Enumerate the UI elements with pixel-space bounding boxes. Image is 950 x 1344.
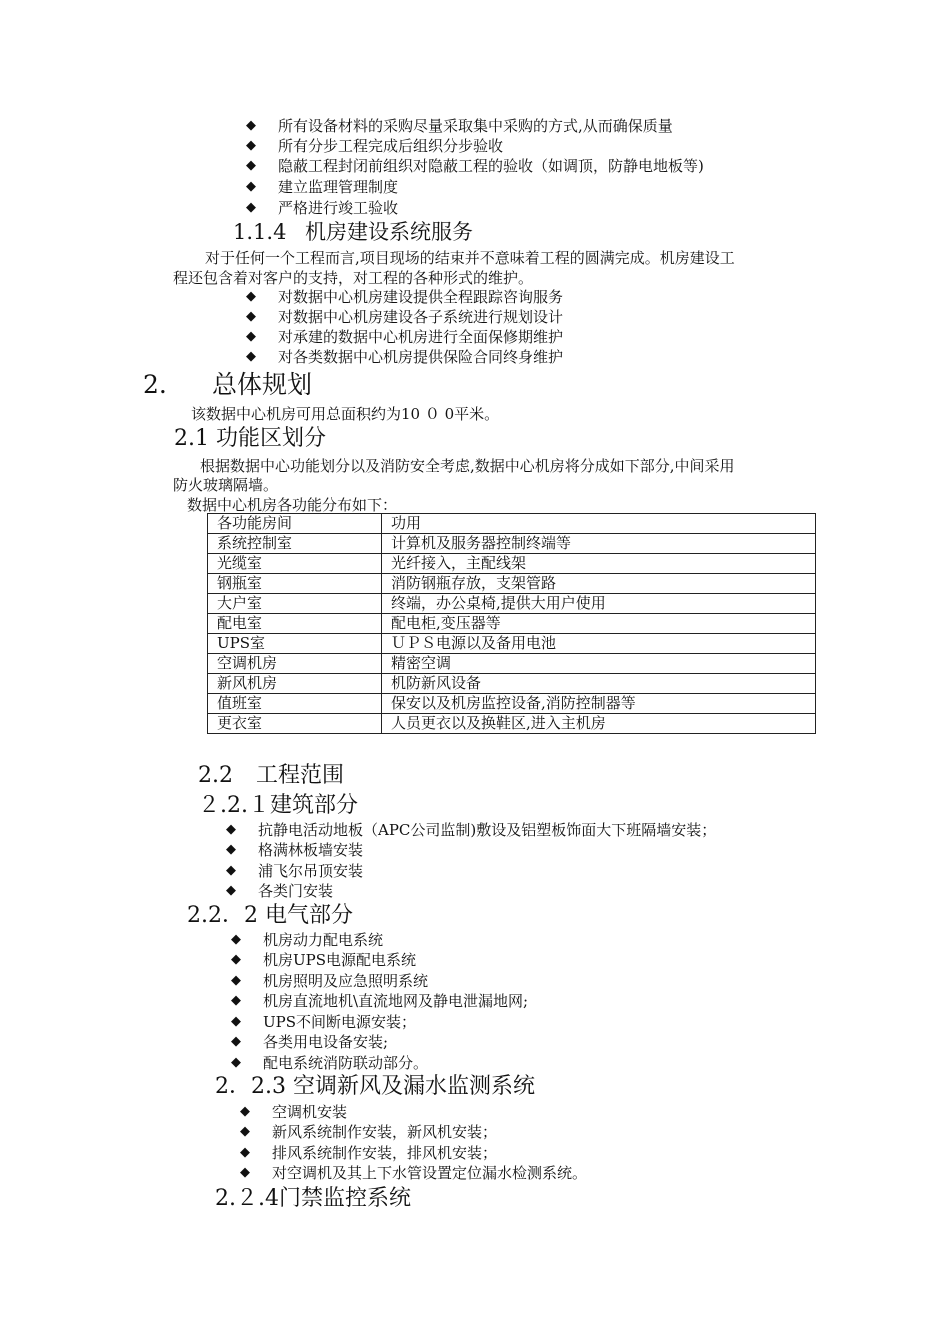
table-row bbox=[208, 594, 816, 614]
list-item: 各类门安装 bbox=[258, 882, 334, 900]
table-header-row bbox=[208, 514, 816, 534]
list-item: 机房动力配电系统 bbox=[263, 931, 384, 949]
diamond-bullet-icon: ◆ bbox=[246, 289, 256, 304]
table-cell-room: 更衣室 bbox=[208, 714, 382, 734]
list-item: 所有设备材料的采购尽量采取集中采购的方式,从而确保质量 bbox=[278, 117, 673, 135]
table-cell-function: 终端，办公桌椅,提供大用户使用 bbox=[382, 594, 816, 614]
diamond-bullet-icon: ◆ bbox=[231, 952, 241, 967]
list-item: 机房直流地机\直流地网及静电泄漏地网; bbox=[263, 992, 529, 1010]
table-header-cell: 各功能房间 bbox=[208, 514, 382, 534]
subsection-heading: ２.2.１建筑部分 bbox=[198, 793, 358, 818]
paragraph-line: 该数据中心机房可用总面积约为10 ０ 0平米。 bbox=[191, 405, 500, 423]
list-item: 抗静电活动地板（APC公司监制)敷设及铝塑板饰面大下班隔墙安装； bbox=[258, 821, 717, 839]
list-item: 格满林板墙安装 bbox=[258, 841, 364, 859]
list-item: 浦飞尔吊顶安装 bbox=[258, 862, 364, 880]
diamond-bullet-icon: ◆ bbox=[231, 1014, 241, 1029]
section-number: 2.2 bbox=[198, 763, 233, 788]
diamond-bullet-icon: ◆ bbox=[231, 932, 241, 947]
table-cell-function: 消防钢瓶存放，支架管路 bbox=[382, 574, 816, 594]
section-title: 机房建设系统服务 bbox=[305, 220, 473, 244]
table-cell-room: 新风机房 bbox=[208, 674, 382, 694]
diamond-bullet-icon: ◆ bbox=[246, 329, 256, 344]
table-row bbox=[208, 534, 816, 554]
chapter-title: 总体规划 bbox=[212, 370, 313, 399]
table-cell-function: 计算机及服务器控制终端等 bbox=[382, 534, 816, 554]
table-row bbox=[208, 674, 816, 694]
list-item: 严格进行竣工验收 bbox=[278, 199, 399, 217]
list-item: 隐蔽工程封闭前组织对隐蔽工程的验收（如调顶，防静电地板等) bbox=[278, 157, 704, 175]
diamond-bullet-icon: ◆ bbox=[231, 993, 241, 1008]
table-cell-room: 钢瓶室 bbox=[208, 574, 382, 594]
table-cell-room: 系统控制室 bbox=[208, 534, 382, 554]
table-row bbox=[208, 694, 816, 714]
diamond-bullet-icon: ◆ bbox=[246, 138, 256, 153]
chapter-number: 2. bbox=[143, 370, 167, 399]
list-item: 机房照明及应急照明系统 bbox=[263, 972, 429, 990]
list-item: 空调机安装 bbox=[272, 1103, 348, 1121]
table-cell-function: 保安以及机房监控设备,消防控制器等 bbox=[382, 694, 816, 714]
list-item: 所有分步工程完成后组织分步验收 bbox=[278, 137, 504, 155]
list-item: 排风系统制作安装，排风机安装； bbox=[272, 1144, 498, 1162]
diamond-bullet-icon: ◆ bbox=[226, 863, 236, 878]
table-cell-room: 配电室 bbox=[208, 614, 382, 634]
subsection-heading: 2．2.3 空调新风及漏水监测系统 bbox=[215, 1074, 535, 1099]
diamond-bullet-icon: ◆ bbox=[246, 309, 256, 324]
table-cell-room: 空调机房 bbox=[208, 654, 382, 674]
section-title: 工程范围 bbox=[256, 763, 345, 788]
table-row bbox=[208, 554, 816, 574]
table-caption: 数据中心机房各功能分布如下： bbox=[187, 496, 398, 514]
list-item: 机房UPS电源配电系统 bbox=[263, 951, 417, 969]
diamond-bullet-icon: ◆ bbox=[231, 1055, 241, 1070]
table-cell-room: 大户室 bbox=[208, 594, 382, 614]
diamond-bullet-icon: ◆ bbox=[240, 1124, 250, 1139]
table-row bbox=[208, 574, 816, 594]
section-heading: 2.1 功能区划分 bbox=[174, 426, 326, 451]
table-row bbox=[208, 634, 816, 654]
paragraph-line: 程还包含着对客户的支持，对工程的各种形式的维护。 bbox=[173, 269, 534, 287]
table-cell-function: 机防新风设备 bbox=[382, 674, 816, 694]
list-item: 对空调机及其上下水管设置定位漏水检测系统。 bbox=[272, 1164, 588, 1182]
table-row bbox=[208, 614, 816, 634]
function-table bbox=[207, 513, 816, 734]
paragraph-line: 对于任何一个工程而言,项目现场的结束并不意味着工程的圆满完成。机房建设工 bbox=[205, 249, 735, 267]
table-cell-function: ＵＰＳ电源以及备用电池 bbox=[382, 634, 816, 654]
list-item: 配电系统消防联动部分。 bbox=[263, 1054, 429, 1072]
section-number: 1.1.4 bbox=[233, 220, 287, 244]
list-item: UPS不间断电源安装； bbox=[263, 1013, 417, 1031]
table-cell-function: 光纤接入，主配线架 bbox=[382, 554, 816, 574]
diamond-bullet-icon: ◆ bbox=[240, 1145, 250, 1160]
list-item: 各类用电设备安装; bbox=[263, 1033, 389, 1051]
list-item: 对承建的数据中心机房进行全面保修期维护 bbox=[278, 328, 564, 346]
paragraph-line: 防火玻璃隔墙。 bbox=[173, 476, 279, 494]
diamond-bullet-icon: ◆ bbox=[246, 158, 256, 173]
diamond-bullet-icon: ◆ bbox=[231, 1034, 241, 1049]
list-item: 对数据中心机房建设提供全程跟踪咨询服务 bbox=[278, 288, 564, 306]
table-cell-function: 精密空调 bbox=[382, 654, 816, 674]
list-item: 建立监理管理制度 bbox=[278, 178, 399, 196]
table-header-cell: 功用 bbox=[382, 514, 816, 534]
diamond-bullet-icon: ◆ bbox=[226, 842, 236, 857]
diamond-bullet-icon: ◆ bbox=[240, 1165, 250, 1180]
diamond-bullet-icon: ◆ bbox=[246, 179, 256, 194]
list-item: 对数据中心机房建设各子系统进行规划设计 bbox=[278, 308, 564, 326]
list-item: 新风系统制作安装，新风机安装； bbox=[272, 1123, 498, 1141]
table-cell-room: 值班室 bbox=[208, 694, 382, 714]
diamond-bullet-icon: ◆ bbox=[246, 200, 256, 215]
table-cell-room: 光缆室 bbox=[208, 554, 382, 574]
diamond-bullet-icon: ◆ bbox=[246, 118, 256, 133]
diamond-bullet-icon: ◆ bbox=[240, 1104, 250, 1119]
subsection-heading: 2.2．2 电气部分 bbox=[187, 903, 353, 928]
diamond-bullet-icon: ◆ bbox=[231, 973, 241, 988]
diamond-bullet-icon: ◆ bbox=[246, 349, 256, 364]
diamond-bullet-icon: ◆ bbox=[226, 883, 236, 898]
list-item: 对各类数据中心机房提供保险合同终身维护 bbox=[278, 348, 564, 366]
table-cell-function: 人员更衣以及换鞋区,进入主机房 bbox=[382, 714, 816, 734]
table-row bbox=[208, 714, 816, 734]
diamond-bullet-icon: ◆ bbox=[226, 822, 236, 837]
table-cell-room: UPS室 bbox=[208, 634, 382, 654]
subsection-heading: 2.２.4门禁监控系统 bbox=[215, 1186, 411, 1211]
table-cell-function: 配电柜,变压器等 bbox=[382, 614, 816, 634]
paragraph-line: 根据数据中心功能划分以及消防安全考虑,数据中心机房将分成如下部分,中间采用 bbox=[200, 457, 735, 475]
table-row bbox=[208, 654, 816, 674]
